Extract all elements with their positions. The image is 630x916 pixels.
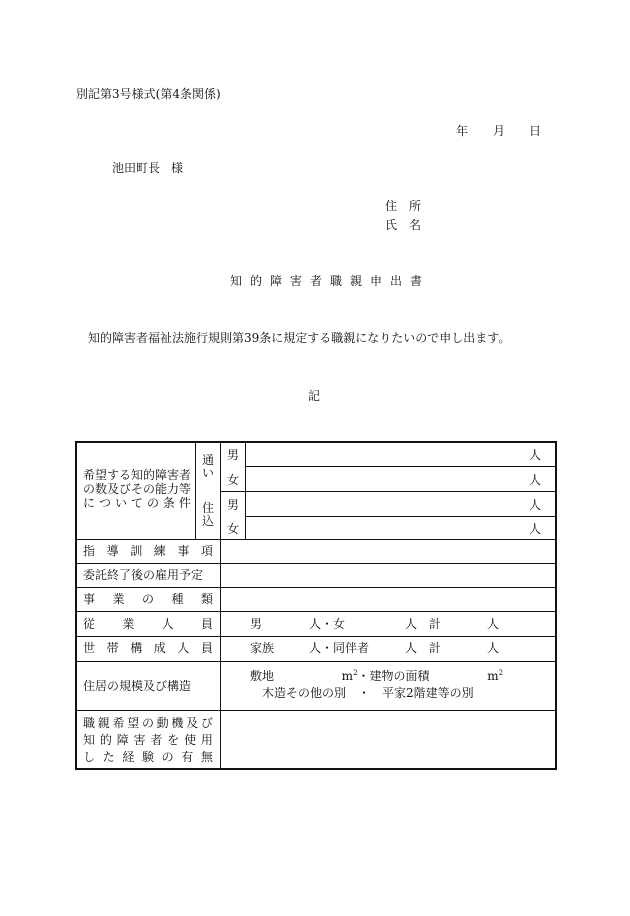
live-in-label: 住 込	[202, 501, 215, 528]
guidance-label: 指 導 訓 練 事 項	[83, 544, 213, 558]
household-total-unit: 人	[487, 641, 500, 655]
applicant-address-label: 住 所	[385, 199, 422, 213]
note-heading: 記	[308, 389, 321, 403]
residence-label: 住居の規模及び構造	[83, 679, 192, 693]
row-divider	[245, 516, 557, 517]
document-title: 知的障害者職親申出書	[230, 274, 431, 288]
conditions-label	[83, 468, 191, 510]
commute-female-unit: 人	[529, 473, 542, 487]
employees-female: 人・女	[309, 617, 346, 631]
household-family: 家族	[250, 641, 275, 655]
conditions-label-line: の数及びその能力等	[83, 482, 192, 496]
conditions-label-line: に つ い て の 条 件	[83, 496, 191, 510]
col-divider	[245, 443, 246, 539]
applicant-name-label: 氏 名	[385, 218, 422, 232]
row-divider	[77, 563, 557, 564]
commute-male-label: 男	[227, 448, 240, 462]
date-day-label: 日	[529, 124, 542, 138]
conditions-label-line: 希望する知的障害者	[83, 468, 192, 482]
row-divider	[77, 710, 557, 711]
addressee: 池田町長	[112, 161, 161, 175]
motive-label	[83, 715, 213, 766]
col-divider	[220, 443, 221, 770]
row-divider	[245, 466, 557, 467]
employees-total-label: 計	[429, 617, 442, 631]
row-divider	[77, 539, 557, 540]
row-divider	[220, 491, 557, 492]
household-total-label: 計	[429, 641, 442, 655]
employees-label: 従 業 人 員	[83, 617, 213, 631]
residence-area-line	[250, 669, 503, 683]
col-divider	[195, 443, 196, 539]
body-text: 知的障害者福祉法施行規則第39条に規定する職親になりたいので申し出ます。	[88, 331, 511, 345]
commute-female-label: 女	[227, 473, 240, 487]
livein-female-unit: 人	[529, 522, 542, 536]
household-companion: 人・同伴者	[309, 641, 370, 655]
motive-label-line: 職 親 希 望 の 動 機 及 び	[83, 716, 213, 730]
business-type-label: 事 業 の 種 類	[83, 592, 213, 606]
row-divider	[77, 611, 557, 612]
household-unit: 人	[405, 641, 418, 655]
motive-label-line: 知 的 障 害 者 を 使 用	[83, 733, 213, 747]
date-year-label: 年	[456, 124, 469, 138]
livein-male-label: 男	[227, 498, 240, 512]
livein-female-label: 女	[227, 522, 240, 536]
employees-total-unit: 人	[487, 617, 500, 631]
building-area-unit: $m^2$	[487, 669, 504, 683]
livein-male-unit: 人	[529, 498, 542, 512]
household-label: 世 帯 構 成 人 員	[83, 641, 213, 655]
application-table	[75, 441, 557, 770]
row-divider	[77, 636, 557, 637]
employees-male: 男	[250, 617, 263, 631]
residence-structure-line: 木造その他の別 ・ 平家2階建等の別	[262, 686, 474, 700]
motive-label-line: し た 経 験 の 有 無	[83, 750, 213, 764]
row-divider	[77, 661, 557, 662]
addressee-honorific: 様	[171, 161, 184, 175]
row-divider	[77, 587, 557, 588]
form-number: 別記第3号様式(第4条関係)	[76, 87, 221, 101]
employees-unit: 人	[405, 617, 418, 631]
building-area-label: ・建物の面積	[357, 669, 430, 683]
lot-unit: $m^2$	[341, 669, 358, 683]
commute-male-unit: 人	[529, 448, 542, 462]
commute-label: 通 い	[202, 453, 215, 480]
date-month-label: 月	[493, 124, 506, 138]
employment-after-label: 委託終了後の雇用予定	[83, 568, 204, 582]
lot-label: 敷地	[250, 669, 275, 683]
